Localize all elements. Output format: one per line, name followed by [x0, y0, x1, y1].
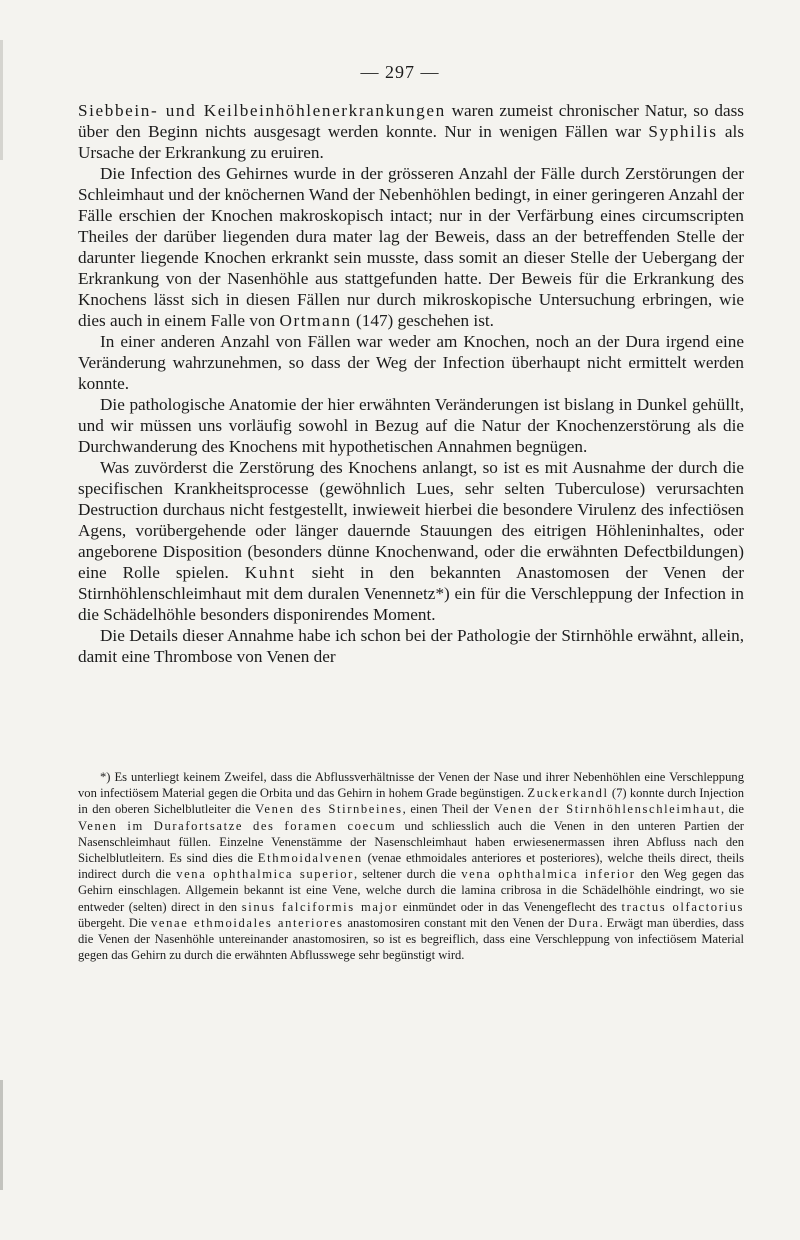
text-run: In einer anderen Anzahl von Fällen war weder am Knochen, noch an der Dura irgend eine Veränderung wahrzunehmen, so dass der Weg der Infection überhaupt nicht ermittelt werden konnte.: [78, 332, 744, 393]
text-run: (147) geschehen ist.: [351, 311, 494, 330]
text-run: übergeht. Die: [78, 915, 152, 930]
emphasized-text: Dura: [568, 915, 600, 930]
emphasized-text: vena ophthalmica inferior: [461, 867, 636, 882]
text-run: Die pathologische Anatomie der hier erwähnten Veränderungen ist bislang in Dunkel gehüllt, und wir müssen uns vorläufig sowohl in Bezug auf die Natur der Knochenzerstörung als die Durchwanderung des Knochens mit hypothetischen Annahmen begnügen.: [78, 395, 744, 456]
footnote: [78, 769, 744, 963]
emphasized-text: Kuhnt: [244, 563, 296, 582]
emphasized-text: Venen des Stirnbeines: [255, 802, 403, 817]
text-run: Was zuvörderst die Zerstörung des Knochens anlangt, so ist es mit Ausnahme der durch die specifischen Krankheitsprocesse (gewöhnlich Lues, sehr selten Tuberculose) verursachten Destruction durchaus nicht festgestellt, inwieweit hierbei die besondere Virulenz des infectiösen Agens, vorübergehende oder länger dauernde Stauungen des eitrigen Höhleninhaltes, oder angeborene Disposition (besonders dünne Knochenwand, oder die erwähnten Defectbildungen) eine Rolle spielen.: [78, 458, 744, 582]
scan-edge-shadow-bottom: [0, 1080, 3, 1190]
scan-edge-shadow-top: [0, 40, 3, 160]
emphasized-text: Zuckerkandl: [527, 786, 609, 801]
paragraph: [78, 394, 744, 457]
text-run: , einen Theil der: [402, 802, 494, 817]
text-run: als Ursache der Erkrankung zu eruiren.: [78, 122, 745, 162]
text-run: *) Es unterliegt keinem Zweifel, dass die Abflussverhältnisse der Venen der Nase und ihrer Nebenhöhlen eine Verschleppung von infectiösem Material gegen die Orbita und das Gehirn in hohem Grade begünstigen.: [78, 770, 744, 801]
paragraph: [78, 331, 744, 394]
text-run: einmündet oder in das Venengeflecht des: [398, 899, 622, 914]
emphasized-text: Syphilis: [648, 122, 718, 141]
emphasized-text: Siebbein- und Keilbeinhöhlenerkrankungen: [78, 101, 446, 120]
paragraph: [78, 457, 744, 625]
text-run: waren zumeist chronischer Natur, so dass über den Beginn nichts ausgesagt werden konnte. Nur in wenigen Fällen war: [78, 101, 744, 141]
text-run: . Erwägt man überdies, dass die Venen der Nasenhöhle untereinander anastomosiren, so ist es begreiflich, dass eine Verschleppung von infectiösem Material gegen das Gehirn zu durch die erwähnten Abflusswege sehr begünstigt wird.: [78, 915, 744, 963]
text-run: sieht in den bekannten Anastomosen der Venen der Stirnhöhlenschleimhaut mit dem duralen Venennetz*) ein für die Verschleppung der Infection in die Schädelhöhle besonders disponirendes Moment.: [78, 563, 744, 624]
text-run: , seltener durch die: [353, 867, 462, 882]
emphasized-text: sinus falciformis major: [241, 899, 399, 914]
paragraph: [78, 625, 744, 667]
emphasized-text: tractus olfactorius: [621, 899, 744, 914]
footnote-paragraph: [78, 769, 744, 963]
paragraph: [78, 163, 744, 331]
text-run: (7) konnte durch Injection in den oberen Sichelblutleiter die: [78, 786, 744, 817]
emphasized-text: Venen im Durafortsatze des foramen coecum: [78, 818, 397, 833]
emphasized-text: Venen der Stirnhöhlenschleimhaut: [493, 802, 721, 817]
text-run: den Weg gegen das Gehirn einschlagen. Allgemein bekannt ist eine Vene, welche durch die lamina cribrosa in die Schädelhöhle eindringt, wo sie entweder (selten) direct in den: [78, 867, 744, 914]
text-run: Die Details dieser Annahme habe ich schon bei der Pathologie der Stirnhöhle erwähnt, allein, damit eine Thrombose von Venen der: [78, 626, 744, 666]
emphasized-text: vena ophthalmica superior: [176, 867, 354, 882]
emphasized-text: Ortmann: [279, 311, 352, 330]
text-run: Die Infection des Gehirnes wurde in der grösseren Anzahl der Fälle durch Zerstörungen der Schleimhaut und der knöchernen Wand der Nebenhöhlen bedingt, in einer geringeren Anzahl der Fälle erschien der Knochen makroskopisch intact; nur in der Verfärbung eines circumscripten Theiles der darüber liegenden dura mater lag der Beweis, dass an der betreffenden Stelle der darunter liegende Knochen erkrankt sein musste, dass somit an dieser Stelle der Uebergang der Erkrankung von der Nasenhöhle aus stattgefunden hatte. Der Beweis für die Erkrankung des Knochens lässt sich in diesen Fällen nur durch mikroskopische Untersuchung erbringen, wie dies auch in einem Falle von: [78, 164, 744, 330]
emphasized-text: Ethmoidalvenen: [257, 851, 363, 866]
body-text: [78, 100, 744, 667]
paragraph: [78, 100, 744, 163]
emphasized-text: venae ethmoidales anteriores: [151, 915, 344, 930]
text-run: (venae ethmoidales anteriores et posteriores), welche theils direct, theils indirect durch die: [78, 851, 744, 882]
text-run: und schliesslich auch die Venen in den unteren Partien der Nasenschleimhaut füllen. Einzelne Venenstämme der Nasenschleimhaut haben erwiesenermassen ihren Abfluss nach den Sichelblutleitern. Es sind dies die: [78, 818, 744, 866]
text-run: anastomosiren constant mit den Venen der: [343, 915, 569, 930]
page-number: — 297 —: [360, 62, 440, 82]
text-run: , die: [720, 802, 745, 817]
